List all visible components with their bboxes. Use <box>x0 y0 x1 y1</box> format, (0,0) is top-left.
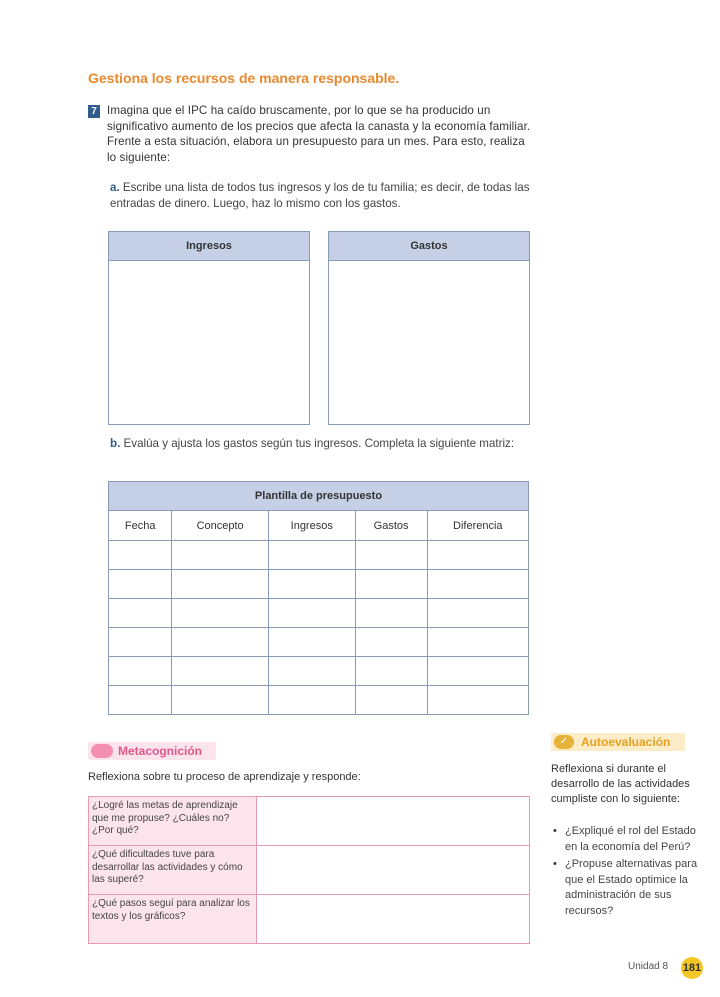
table-row <box>109 599 529 628</box>
question-number-badge: 7 <box>88 105 100 118</box>
metacognition-title: Metacognición <box>118 744 203 758</box>
list-item: • ¿Expliqué el rol del Estado en la economía del Perú? <box>551 824 701 855</box>
table-cell[interactable] <box>427 686 528 715</box>
table-cell[interactable] <box>172 541 269 570</box>
metacognition-answer-cell[interactable] <box>257 846 530 895</box>
checkmark-icon: ✓ <box>554 735 574 749</box>
self-assessment-list <box>551 824 701 921</box>
metacognition-question: ¿Qué pasos seguí para analizar los textos y los gráficos? <box>89 895 257 944</box>
table-cell[interactable] <box>109 657 172 686</box>
table-cell[interactable] <box>268 599 355 628</box>
item-b-label: b. <box>110 437 121 450</box>
income-box[interactable] <box>108 231 310 425</box>
section-heading: Gestiona los recursos de manera responsable. <box>88 70 400 86</box>
table-cell[interactable] <box>172 570 269 599</box>
page-number: 181 <box>681 957 703 979</box>
table-row <box>109 628 529 657</box>
metacognition-table <box>88 796 530 944</box>
table-row <box>109 657 529 686</box>
table-cell[interactable] <box>172 599 269 628</box>
column-header-diferencia: Diferencia <box>427 511 528 541</box>
column-header-ingresos: Ingresos <box>268 511 355 541</box>
table-row <box>89 895 530 944</box>
table-cell[interactable] <box>355 599 427 628</box>
budget-table <box>108 481 529 715</box>
table-cell[interactable] <box>109 541 172 570</box>
table-cell[interactable] <box>355 686 427 715</box>
table-cell[interactable] <box>268 657 355 686</box>
table-cell[interactable] <box>427 628 528 657</box>
column-header-gastos: Gastos <box>355 511 427 541</box>
table-cell[interactable] <box>268 570 355 599</box>
table-cell[interactable] <box>109 628 172 657</box>
table-cell[interactable] <box>109 599 172 628</box>
item-b-text: Evalúa y ajusta los gastos según tus ingresos. Completa la siguiente matriz: <box>123 437 515 450</box>
question-text: Imagina que el IPC ha caído bruscamente, por lo que se ha producido un significativo aumento de los precios que afecta la canasta y la economía familiar. Frente a esta situación, elabora un presupuesto para un mes. Para esto, realiza lo siguiente: <box>107 104 531 164</box>
table-row <box>109 570 529 599</box>
budget-table-title: Plantilla de presupuesto <box>109 482 529 511</box>
list-item: • ¿Propuse alternativas para que el Estado optimice la administración de sus recursos? <box>551 857 701 919</box>
column-header-fecha: Fecha <box>109 511 172 541</box>
table-cell[interactable] <box>427 599 528 628</box>
expenses-box-title: Gastos <box>329 232 529 261</box>
table-cell[interactable] <box>172 628 269 657</box>
table-cell[interactable] <box>109 570 172 599</box>
table-cell[interactable] <box>268 686 355 715</box>
table-cell[interactable] <box>427 541 528 570</box>
metacognition-question: ¿Qué dificultades tuve para desarrollar las actividades y cómo las superé? <box>89 846 257 895</box>
income-box-title: Ingresos <box>109 232 309 261</box>
table-cell[interactable] <box>427 570 528 599</box>
table-cell[interactable] <box>268 541 355 570</box>
unit-label: Unidad 8 <box>628 961 669 972</box>
metacognition-answer-cell[interactable] <box>257 797 530 846</box>
table-cell[interactable] <box>355 657 427 686</box>
self-assessment-intro: Reflexiona si durante el desarrollo de las actividades cumpliste con lo siguiente: <box>551 763 690 805</box>
item-b <box>110 436 535 452</box>
column-header-concepto: Concepto <box>172 511 269 541</box>
item-a-text: Escribe una lista de todos tus ingresos y los de tu familia; es decir, de todas las entradas de dinero. Luego, haz lo mismo con los gastos. <box>110 181 530 210</box>
table-cell[interactable] <box>109 686 172 715</box>
table-row <box>89 846 530 895</box>
metacognition-answer-cell[interactable] <box>257 895 530 944</box>
table-row <box>109 541 529 570</box>
table-cell[interactable] <box>355 570 427 599</box>
metacognition-prompt: Reflexiona sobre tu proceso de aprendizaje y responde: <box>88 771 361 783</box>
table-row <box>109 686 529 715</box>
table-cell[interactable] <box>268 628 355 657</box>
table-cell[interactable] <box>427 657 528 686</box>
item-a-label: a. <box>110 181 120 194</box>
table-cell[interactable] <box>355 541 427 570</box>
self-assessment-title: Autoevaluación <box>581 735 671 749</box>
expenses-box[interactable] <box>328 231 530 425</box>
table-cell[interactable] <box>172 686 269 715</box>
table-row <box>89 797 530 846</box>
item-a <box>110 180 535 211</box>
thought-cloud-icon <box>91 744 113 758</box>
table-cell[interactable] <box>172 657 269 686</box>
metacognition-question: ¿Logré las metas de aprendizaje que me propuse? ¿Cuáles no? ¿Por qué? <box>89 797 257 846</box>
table-cell[interactable] <box>355 628 427 657</box>
